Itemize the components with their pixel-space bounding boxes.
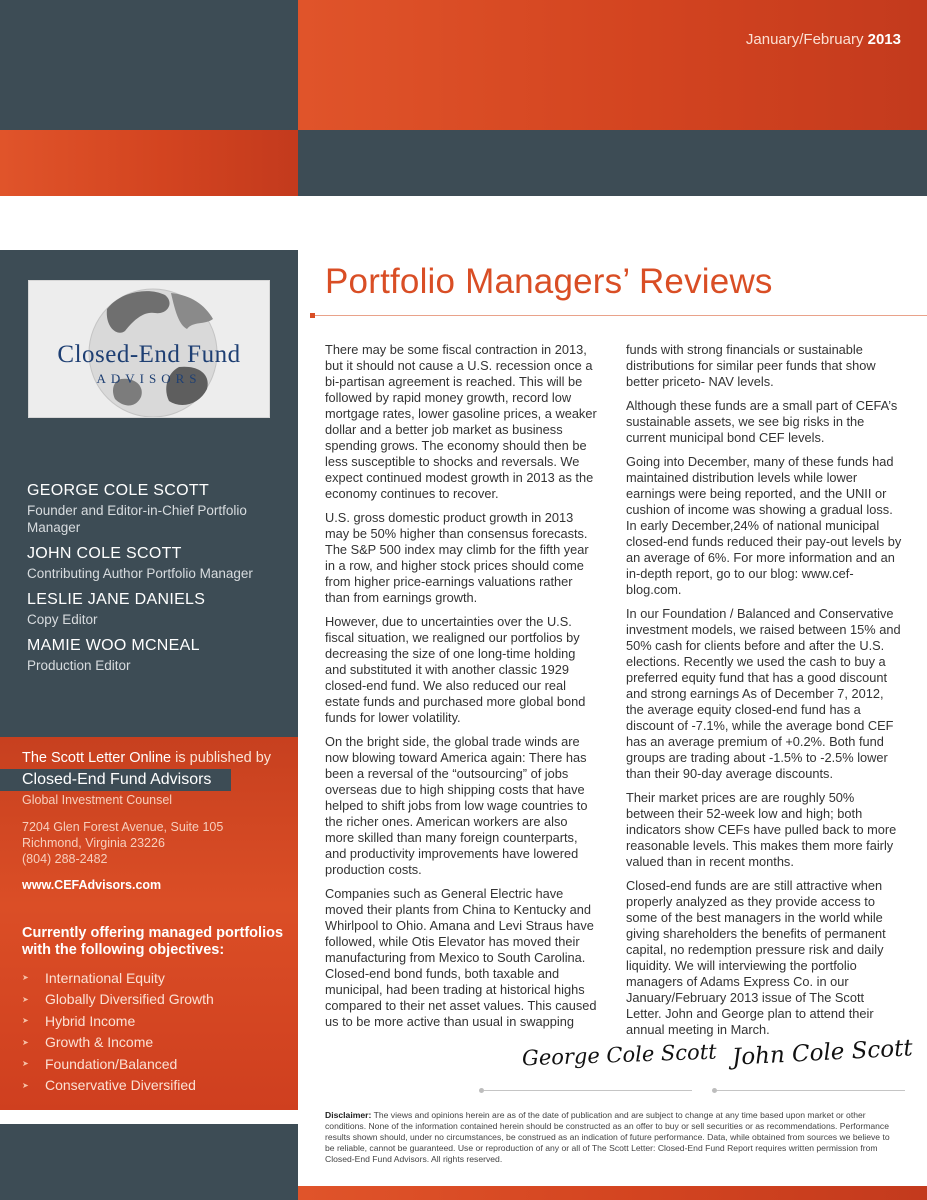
paragraph: Their market prices are are roughly 50% between their 52-week low and high; both indicators show CEFs have pulled back to more reasonable levels. This makes them more fairly valued than in recent months. [626, 790, 897, 869]
list-item: ➤ Globally Diversified Growth [22, 991, 214, 1008]
signature-line [717, 1090, 905, 1091]
paragraph: In our Foundation / Balanced and Conservative investment models, we raised between 15% and 50% cash for clients before and after the U.S. elections. Recently we used the cash to buy a preferred equity fund that has a good discount and strong earnings As of December 7, 2012, the average equity closed-end fund has a discount of -7.1%, while the average bond CEF has an average premium of +0.2%. Both fund groups are trading about -1.5% to -2.5% lower than their 90-day average discounts. [626, 606, 901, 781]
arrow-bullet-icon: ➤ [22, 1037, 29, 1047]
footer-orange-strip [298, 1186, 927, 1200]
footer-slate-block [0, 1124, 298, 1200]
publisher-info [22, 750, 287, 892]
page-title: Portfolio Managers’ Reviews [325, 262, 773, 301]
paragraph: funds with strong financials or sustainable distributions for similar peer funds that show better priceto- NAV levels. [626, 342, 876, 389]
paragraph: Although these funds are a small part of CEFA’s sustainable assets, we see big risks in the current municipal bond CEF levels. [626, 398, 898, 445]
staff-name: MAMIE WOO MCNEAL [27, 637, 200, 654]
paragraph: There may be some fiscal contraction in 2013, but it should not cause a U.S. recession once a bi-partisan agreement is reached. This will be followed by rapid money growth, record low mortgage rates, lower gasoline prices, a weaker dollar and a better job market as business spending grows. The economy should then be less susceptible to shocks and reversals. We expect continued modest growth in 2013 as the economy continues to recover. [325, 342, 597, 501]
title-divider [312, 315, 927, 316]
staff-list [27, 482, 287, 683]
publisher-tagline: Global Investment Counsel [22, 793, 173, 807]
disclaimer: Disclaimer: The views and opinions herein are as of the date of publication and are subject to change at any time based upon market or other conditions. None of the information contained herein should be constructed as an offer to buy or sell securities or as recommendations. Performance results shown should, under no circumstances, be construed as an indication of future performance. Data, while obtained from sources we believe to be reliable, cannot be guaranteed. Use or reproduction of any or all of The Scott Letter: Closed-End Fund Report requires written permission from Closed-End Fund Advisors. All rights reserved. [325, 1110, 890, 1164]
staff-member [27, 545, 287, 582]
publisher-lead: The Scott Letter Online is published by [22, 750, 272, 766]
staff-member [27, 637, 287, 674]
company-logo [28, 280, 270, 418]
header-slate-band [298, 130, 927, 196]
issue-date: January/February 2013 [745, 31, 901, 48]
arrow-bullet-icon: ➤ [22, 973, 29, 983]
publisher-address: 7204 Glen Forest Avenue, Suite 105 Richmond, Virginia 23226 (804) 288-2482 [22, 819, 287, 867]
list-item: ➤ Conservative Diversified [22, 1077, 196, 1094]
list-item: ➤ International Equity [22, 969, 165, 986]
article-column-1 [325, 342, 600, 1038]
paragraph: Companies such as General Electric have moved their plants from China to Kentucky and Whirlpool to Ohio. Amana and Levi Straus have followed, while Otis Elevator has moved their manufacturing from Mexico to South Carolina. Closed-end bond funds, both taxable and municipal, had been trading at historical highs compared to their net asset values. This caused us to be more active than usual in swapping [325, 886, 597, 1029]
header-orange-block-left [0, 130, 298, 196]
offerings-heading: Currently offering managed portfolios with the following objectives: [22, 925, 284, 958]
staff-role: Contributing Author Portfolio Manager [27, 566, 253, 581]
logo-wordmark: Closed-End Fund [57, 341, 241, 368]
staff-role: Founder and Editor-in-Chief Portfolio Manager [27, 503, 247, 535]
staff-member [27, 591, 287, 628]
signature-george: George Cole Scott [521, 1039, 718, 1071]
staff-name: LESLIE JANE DANIELS [27, 591, 206, 608]
paragraph: However, due to uncertainties over the U.S. fiscal situation, we realigned our portfolios by decreasing the size of one long-time holding and substituted it with another classic 1929 closed-end fund. We also reduced our real estate funds and purchased more global bond funds for lower volatility. [325, 614, 586, 725]
article-column-2 [626, 342, 902, 1046]
publisher-phone: (804) 288-2482 [22, 852, 108, 866]
publisher-firm: Closed-End Fund Advisors [0, 769, 231, 791]
arrow-bullet-icon: ➤ [22, 1016, 29, 1026]
arrow-bullet-icon: ➤ [22, 1059, 29, 1069]
list-item: ➤ Foundation/Balanced [22, 1055, 178, 1072]
paragraph: On the bright side, the global trade winds are now blowing toward America again: There has been a reversal of the “outsourcing” of jobs overseas due to high shipping costs that have helped to shift jobs from low wage countries to the richer ones. American workers are also more skilled than many foreign counterparts, and productivity improvements have lowered production costs. [325, 734, 588, 877]
logo-subtitle: ADVISORS [96, 371, 202, 386]
arrow-bullet-icon: ➤ [22, 1080, 29, 1090]
publisher-website-link[interactable]: www.CEFAdvisors.com [22, 878, 162, 892]
portfolio-offerings [22, 925, 290, 1096]
signature-line [484, 1090, 692, 1091]
staff-role: Production Editor [27, 658, 131, 673]
paragraph: Closed-end funds are are still attractive when properly analyzed as they provide access to some of the best managers in the world while giving shareholders the benefits of permanent capital, no redemption pressure risk and daily liquidity. We will interviewing the portfolio managers of Adams Express Co. in our January/February 2013 issue of The Scott Letter. John and George plan to attend their annual meeting in March. [626, 878, 886, 1037]
title-divider-marker [310, 313, 315, 318]
offerings-list [22, 967, 290, 1096]
staff-role: Copy Editor [27, 612, 98, 627]
paragraph: U.S. gross domestic product growth in 2013 may be 50% higher than consensus forecasts. The S&P 500 index may climb for the fifth year in a row, and higher stock prices should come from higher price-earnings valuations rather than from earnings growth. [325, 510, 589, 605]
arrow-bullet-icon: ➤ [22, 994, 29, 1004]
staff-name: JOHN COLE SCOTT [27, 545, 182, 562]
signature-john: John Cole Scott [731, 1035, 914, 1071]
header-orange-band [298, 0, 927, 130]
paragraph: Going into December, many of these funds had maintained distribution levels while lower earnings were being reported, and the UNII or cushion of income was showing a gradual loss. In early December,24% of national municipal closed-end funds reduced their pay-out levels by an average of 6%. For more information and an in-depth report, go to our blog: www.cef-blog.com. [626, 454, 902, 597]
header-slate-block-left [0, 0, 298, 130]
staff-name: GEORGE COLE SCOTT [27, 482, 210, 499]
staff-member [27, 482, 287, 536]
list-item: ➤ Hybrid Income [22, 1012, 136, 1029]
list-item: ➤ Growth & Income [22, 1034, 154, 1051]
